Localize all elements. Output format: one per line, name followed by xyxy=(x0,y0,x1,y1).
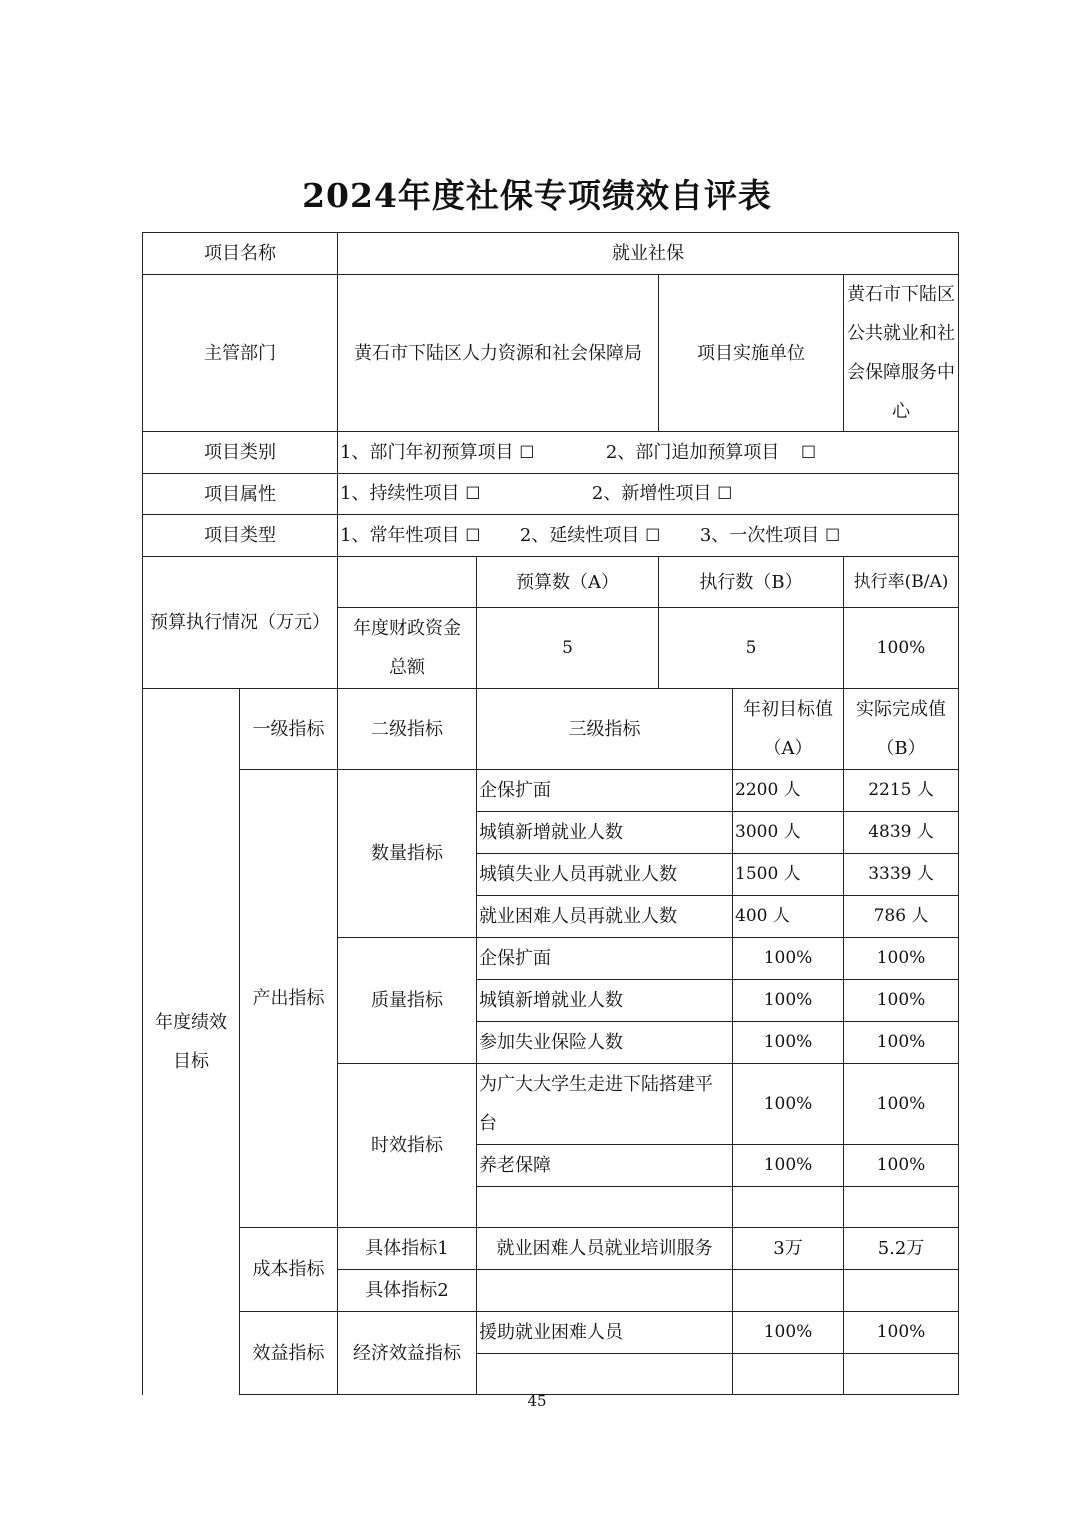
indicator-actual: 100% xyxy=(844,1312,959,1354)
type-options xyxy=(338,515,959,557)
indicator-target: 3000 人 xyxy=(733,812,844,854)
indicator-target: 1500 人 xyxy=(733,854,844,896)
empty-cell xyxy=(844,1270,959,1312)
indicator-actual: 4839 人 xyxy=(844,812,959,854)
indicator-target: 3万 xyxy=(733,1228,844,1270)
project-name-label: 项目名称 xyxy=(143,233,338,275)
indicator-name: 城镇新增就业人数 xyxy=(477,980,733,1022)
checkbox-icon[interactable]: ☐ xyxy=(519,442,535,463)
budget-col-b: 执行数（B） xyxy=(659,557,844,608)
empty-cell xyxy=(477,1270,733,1312)
checkbox-icon[interactable]: ☐ xyxy=(465,484,481,504)
attribute-option-1: 1、持续性项目 xyxy=(340,483,460,504)
empty-cell xyxy=(733,1270,844,1312)
budget-b: 5 xyxy=(659,608,844,689)
target-header: 年初目标值（A） xyxy=(733,689,844,770)
indicator-name: 企保扩面 xyxy=(477,770,733,812)
economic-benefit-label: 经济效益指标 xyxy=(338,1312,477,1395)
checkbox-icon[interactable]: ☐ xyxy=(717,484,733,504)
output-label: 产出指标 xyxy=(240,770,338,1228)
empty-cell xyxy=(733,1354,844,1395)
indicator-actual: 786 人 xyxy=(844,896,959,938)
indicator-name: 为广大大学生走进下陆搭建平台 xyxy=(477,1064,733,1145)
quality-label: 质量指标 xyxy=(338,938,477,1064)
indicator-name: 援助就业困难人员 xyxy=(477,1312,733,1354)
timeliness-label: 时效指标 xyxy=(338,1064,477,1228)
indicator-actual: 5.2万 xyxy=(844,1228,959,1270)
category-label: 项目类别 xyxy=(143,432,338,474)
indicator-target: 100% xyxy=(733,1312,844,1354)
page-number: 45 xyxy=(527,1392,547,1410)
checkbox-icon[interactable]: ☐ xyxy=(465,525,481,546)
evaluation-table xyxy=(142,232,959,1395)
budget-a: 5 xyxy=(477,608,659,689)
indicator-target: 2200 人 xyxy=(733,770,844,812)
indicator-target: 100% xyxy=(733,1145,844,1187)
budget-row-label: 年度财政资金总额 xyxy=(338,608,477,689)
indicator-target: 100% xyxy=(733,1022,844,1064)
indicator-actual: 2215 人 xyxy=(844,770,959,812)
cost-label: 成本指标 xyxy=(240,1228,338,1312)
page-title: 2024年度社保专项绩效自评表 xyxy=(302,176,772,215)
empty-cell xyxy=(477,1187,733,1228)
indicator-target: 100% xyxy=(733,1064,844,1145)
quantity-label: 数量指标 xyxy=(338,770,477,938)
budget-rate: 100% xyxy=(844,608,959,689)
indicator-name: 参加失业保险人数 xyxy=(477,1022,733,1064)
indicator-actual: 100% xyxy=(844,980,959,1022)
indicator-name: 就业困难人员再就业人数 xyxy=(477,896,733,938)
checkbox-icon[interactable]: ☐ xyxy=(825,525,841,546)
indicator-name: 养老保障 xyxy=(477,1145,733,1187)
specific-indicator-1: 具体指标1 xyxy=(338,1228,477,1270)
dept-value: 黄石市下陆区人力资源和社会保障局 xyxy=(338,275,659,432)
indicator-name: 城镇失业人员再就业人数 xyxy=(477,854,733,896)
level2-header: 二级指标 xyxy=(338,689,477,770)
dept-label: 主管部门 xyxy=(143,275,338,432)
indicator-name: 城镇新增就业人数 xyxy=(477,812,733,854)
category-option-1: 1、部门年初预算项目 xyxy=(340,441,514,463)
type-label: 项目类型 xyxy=(143,515,338,557)
attribute-label: 项目属性 xyxy=(143,474,338,515)
indicator-actual: 100% xyxy=(844,1145,959,1187)
goals-label: 年度绩效目标 xyxy=(143,689,240,1395)
empty-cell xyxy=(733,1187,844,1228)
empty-cell xyxy=(844,1354,959,1395)
budget-blank xyxy=(338,557,477,608)
indicator-name: 企保扩面 xyxy=(477,938,733,980)
impl-unit-label: 项目实施单位 xyxy=(659,275,844,432)
indicator-target: 100% xyxy=(733,980,844,1022)
benefit-label: 效益指标 xyxy=(240,1312,338,1395)
type-option-2: 2、延续性项目 xyxy=(519,524,640,546)
category-options xyxy=(338,432,959,474)
actual-header: 实际完成值（B） xyxy=(844,689,959,770)
attribute-options xyxy=(338,474,959,515)
attribute-option-2: 2、新增性项目 xyxy=(591,483,712,504)
level1-header: 一级指标 xyxy=(240,689,338,770)
type-option-3: 3、一次性项目 xyxy=(699,524,820,546)
impl-unit-value: 黄石市下陆区公共就业和社会保障服务中心 xyxy=(844,275,959,432)
project-name-value: 就业社保 xyxy=(338,233,959,275)
checkbox-icon[interactable]: ☐ xyxy=(800,442,817,463)
budget-col-a: 预算数（A） xyxy=(477,557,659,608)
level3-header: 三级指标 xyxy=(477,689,733,770)
checkbox-icon[interactable]: ☐ xyxy=(645,525,661,546)
indicator-target: 100% xyxy=(733,938,844,980)
budget-label: 预算执行情况（万元） xyxy=(143,557,338,689)
specific-indicator-2: 具体指标2 xyxy=(338,1270,477,1312)
indicator-name: 就业困难人员就业培训服务 xyxy=(477,1228,733,1270)
indicator-actual: 100% xyxy=(844,938,959,980)
empty-cell xyxy=(844,1187,959,1228)
indicator-actual: 3339 人 xyxy=(844,854,959,896)
budget-col-rate: 执行率(B/A) xyxy=(844,557,959,608)
indicator-actual: 100% xyxy=(844,1022,959,1064)
empty-cell xyxy=(477,1354,733,1395)
indicator-actual: 100% xyxy=(844,1064,959,1145)
category-option-2: 2、部门追加预算项目 xyxy=(605,441,780,463)
indicator-target: 400 人 xyxy=(733,896,844,938)
type-option-1: 1、常年性项目 xyxy=(340,524,460,546)
